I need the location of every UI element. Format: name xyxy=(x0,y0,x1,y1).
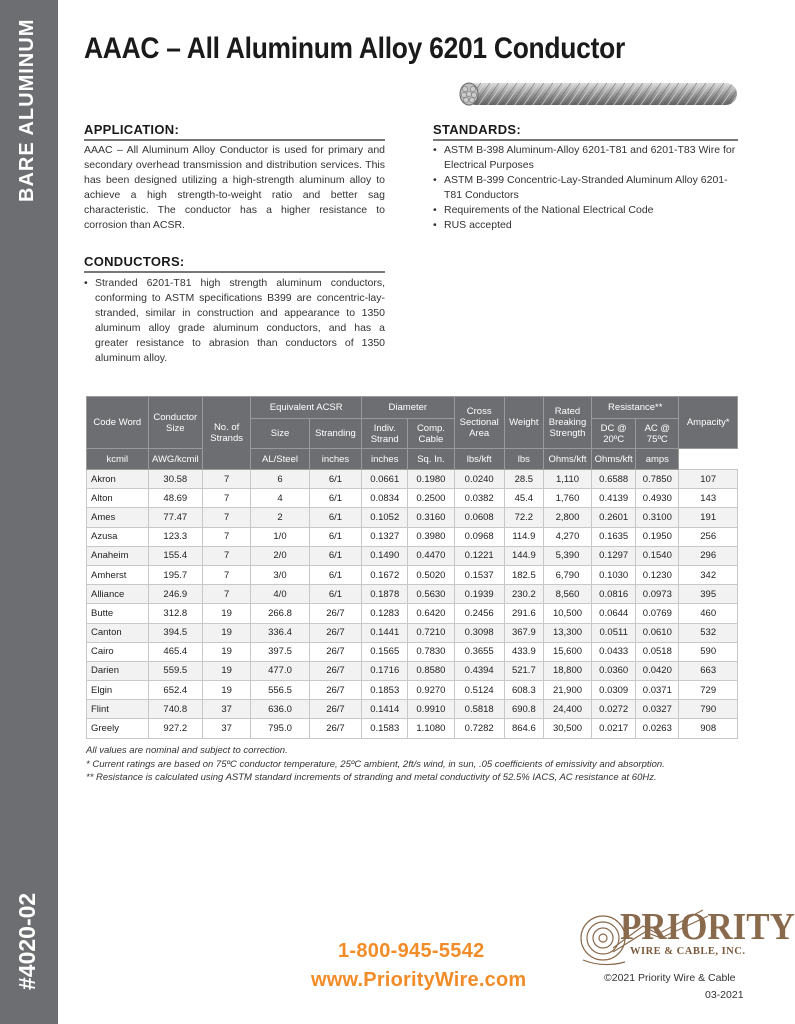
table-cell: 465.4 xyxy=(148,642,202,661)
spec-table xyxy=(86,396,738,739)
table-cell: 0.0360 xyxy=(592,661,636,680)
table-cell: 291.6 xyxy=(504,604,543,623)
table-cell: 0.5630 xyxy=(408,585,454,604)
table-cell: 2/0 xyxy=(251,546,310,565)
table-cell: 182.5 xyxy=(504,565,543,584)
header-rated-breaking: Rated Breaking Strength xyxy=(543,397,591,449)
table-cell: 0.5124 xyxy=(454,681,504,700)
code-word-cell: Elgin xyxy=(87,681,149,700)
table-cell: 77.47 xyxy=(148,508,202,527)
table-cell: 144.9 xyxy=(504,546,543,565)
table-cell: 19 xyxy=(203,642,251,661)
code-word-cell: Alliance xyxy=(87,585,149,604)
table-cell: 48.69 xyxy=(148,489,202,508)
table-cell: 6/1 xyxy=(309,565,361,584)
table-cell: 0.4394 xyxy=(454,661,504,680)
table-cell: 230.2 xyxy=(504,585,543,604)
table-cell: 7 xyxy=(203,508,251,527)
table-cell: 26/7 xyxy=(309,681,361,700)
code-word-cell: Ames xyxy=(87,508,149,527)
unit-cell: AL/Steel xyxy=(251,449,310,470)
table-cell: 336.4 xyxy=(251,623,310,642)
table-cell: 0.3160 xyxy=(408,508,454,527)
table-cell: 246.9 xyxy=(148,585,202,604)
table-cell: 26/7 xyxy=(309,604,361,623)
table-cell: 1,110 xyxy=(543,470,591,489)
unit-cell: kcmil xyxy=(87,449,149,470)
table-cell: 0.0769 xyxy=(636,604,679,623)
code-word-cell: Amherst xyxy=(87,565,149,584)
table-cell: 3/0 xyxy=(251,565,310,584)
table-cell: 0.0420 xyxy=(636,661,679,680)
code-word-cell: Alton xyxy=(87,489,149,508)
table-cell: 0.0973 xyxy=(636,585,679,604)
table-cell: 0.0382 xyxy=(454,489,504,508)
table-row xyxy=(87,700,738,719)
table-cell: 0.0309 xyxy=(592,681,636,700)
table-cell: 395 xyxy=(679,585,738,604)
unit-cell: Ohms/kft xyxy=(543,449,591,470)
table-cell: 1.1080 xyxy=(408,719,454,738)
unit-cell: Sq. In. xyxy=(408,449,454,470)
table-cell: 652.4 xyxy=(148,681,202,700)
table-cell: 0.6420 xyxy=(408,604,454,623)
header-strands: No. of Strands xyxy=(203,397,251,470)
footnote: All values are nominal and subject to correction. xyxy=(86,745,288,756)
table-cell: 0.5020 xyxy=(408,565,454,584)
table-cell: 72.2 xyxy=(504,508,543,527)
table-cell: 2 xyxy=(251,508,310,527)
table-cell: 26/7 xyxy=(309,719,361,738)
website-link[interactable]: www.PriorityWire.com xyxy=(311,969,527,991)
table-cell: 927.2 xyxy=(148,719,202,738)
table-row xyxy=(87,546,738,565)
table-cell: 0.2456 xyxy=(454,604,504,623)
table-cell: 6/1 xyxy=(309,489,361,508)
table-cell: 0.1230 xyxy=(636,565,679,584)
table-cell: 0.7830 xyxy=(408,642,454,661)
table-cell: 0.1221 xyxy=(454,546,504,565)
table-cell: 0.0511 xyxy=(592,623,636,642)
table-cell: 740.8 xyxy=(148,700,202,719)
table-cell: 0.0371 xyxy=(636,681,679,700)
table-cell: 8,560 xyxy=(543,585,591,604)
table-cell: 191 xyxy=(679,508,738,527)
table-cell: 312.8 xyxy=(148,604,202,623)
table-cell: 30,500 xyxy=(543,719,591,738)
table-cell: 0.9910 xyxy=(408,700,454,719)
table-cell: 521.7 xyxy=(504,661,543,680)
table-cell: 10,500 xyxy=(543,604,591,623)
conductors-divider xyxy=(84,271,385,273)
logo-subtitle: WIRE & CABLE, INC. xyxy=(630,946,746,957)
table-cell: 26/7 xyxy=(309,642,361,661)
table-cell: 0.1716 xyxy=(362,661,408,680)
table-cell: 4 xyxy=(251,489,310,508)
table-cell: 608.3 xyxy=(504,681,543,700)
table-cell: 590 xyxy=(679,642,738,661)
table-cell: 37 xyxy=(203,700,251,719)
table-cell: 460 xyxy=(679,604,738,623)
table-cell: 2,800 xyxy=(543,508,591,527)
standards-item: • Requirements of the National Electrical Code xyxy=(433,203,738,218)
standards-item: • ASTM B-398 Aluminum-Alloy 6201-T81 and 6201-T83 Wire for Electrical Purposes xyxy=(433,143,738,173)
logo-name: PRIORITY xyxy=(620,906,795,948)
doc-date: 03-2021 xyxy=(705,989,744,1001)
table-cell: 0.0433 xyxy=(592,642,636,661)
table-cell: 0.4930 xyxy=(636,489,679,508)
unit-cell: AWG/kcmil xyxy=(148,449,202,470)
table-cell: 21,900 xyxy=(543,681,591,700)
units-row xyxy=(87,449,738,470)
category-label: BARE ALUMINUM xyxy=(16,18,38,202)
table-cell: 26/7 xyxy=(309,623,361,642)
table-cell: 28.5 xyxy=(504,470,543,489)
header-comp-cable: Comp. Cable xyxy=(408,419,454,449)
table-cell: 397.5 xyxy=(251,642,310,661)
table-cell: 0.1414 xyxy=(362,700,408,719)
table-cell: 0.3980 xyxy=(408,527,454,546)
table-cell: 0.5818 xyxy=(454,700,504,719)
page-title: AAAC – All Aluminum Alloy 6201 Conductor xyxy=(84,32,625,65)
table-cell: 556.5 xyxy=(251,681,310,700)
standards-item: • RUS accepted xyxy=(433,218,738,233)
table-cell: 559.5 xyxy=(148,661,202,680)
table-cell: 6/1 xyxy=(309,470,361,489)
table-cell: 0.1283 xyxy=(362,604,408,623)
table-cell: 143 xyxy=(679,489,738,508)
table-cell: 0.1030 xyxy=(592,565,636,584)
table-cell: 7 xyxy=(203,527,251,546)
table-cell: 30.58 xyxy=(148,470,202,489)
unit-cell: amps xyxy=(636,449,679,470)
table-cell: 0.0217 xyxy=(592,719,636,738)
table-cell: 394.5 xyxy=(148,623,202,642)
table-body xyxy=(87,470,738,739)
table-cell: 13,300 xyxy=(543,623,591,642)
standards-list xyxy=(433,143,738,233)
header-cross-section: Cross Sectional Area xyxy=(454,397,504,449)
header-stranding: Stranding xyxy=(309,419,361,449)
code-word-cell: Anaheim xyxy=(87,546,149,565)
table-cell: 0.9270 xyxy=(408,681,454,700)
header-ampacity: Ampacity* xyxy=(679,397,738,449)
table-cell: 532 xyxy=(679,623,738,642)
table-cell: 256 xyxy=(679,527,738,546)
table-cell: 0.0968 xyxy=(454,527,504,546)
table-cell: 195.7 xyxy=(148,565,202,584)
table-cell: 0.6588 xyxy=(592,470,636,489)
application-text: AAAC – All Aluminum Alloy Conductor is used for primary and secondary overhead transmission and distribution services. This has been designed utilizing a high-strength aluminum alloy to achieve a high strength-to-weight ratio and better sag characteristic. The conductor has a higher resistance to corrosion than ACSR. xyxy=(84,144,385,231)
table-row xyxy=(87,527,738,546)
unit-cell: inches xyxy=(309,449,361,470)
table-cell: 0.0644 xyxy=(592,604,636,623)
table-cell: 6,790 xyxy=(543,565,591,584)
table-cell: 0.0263 xyxy=(636,719,679,738)
table-row xyxy=(87,489,738,508)
header-dc: DC @ 20ºC xyxy=(592,419,636,449)
table-cell: 1,760 xyxy=(543,489,591,508)
unit-cell: lbs xyxy=(504,449,543,470)
table-row xyxy=(87,719,738,738)
footnotes xyxy=(86,744,665,785)
header-weight: Weight xyxy=(504,397,543,449)
table-cell: 0.7850 xyxy=(636,470,679,489)
table-cell: 0.0608 xyxy=(454,508,504,527)
table-cell: 0.1297 xyxy=(592,546,636,565)
header-code-word: Code Word xyxy=(87,397,149,449)
table-cell: 663 xyxy=(679,661,738,680)
table-cell: 24,400 xyxy=(543,700,591,719)
table-cell: 1/0 xyxy=(251,527,310,546)
table-cell: 7 xyxy=(203,585,251,604)
table-cell: 0.1853 xyxy=(362,681,408,700)
standards-item: • ASTM B-399 Concentric-Lay-Stranded Aluminum Alloy 6201-T81 Conductors xyxy=(433,173,738,203)
table-cell: 0.0327 xyxy=(636,700,679,719)
application-heading: APPLICATION: xyxy=(84,122,180,137)
standards-divider xyxy=(433,139,738,141)
table-cell: 0.1980 xyxy=(408,470,454,489)
code-word-cell: Canton xyxy=(87,623,149,642)
table-cell: 433.9 xyxy=(504,642,543,661)
table-cell: 690.8 xyxy=(504,700,543,719)
table-cell: 123.3 xyxy=(148,527,202,546)
code-word-cell: Akron xyxy=(87,470,149,489)
table-cell: 729 xyxy=(679,681,738,700)
table-cell: 0.1583 xyxy=(362,719,408,738)
table-cell: 0.2601 xyxy=(592,508,636,527)
table-cell: 0.1950 xyxy=(636,527,679,546)
header-resistance: Resistance** xyxy=(592,397,679,419)
table-cell: 790 xyxy=(679,700,738,719)
code-word-cell: Flint xyxy=(87,700,149,719)
table-cell: 19 xyxy=(203,661,251,680)
table-cell: 0.1540 xyxy=(636,546,679,565)
header-diameter: Diameter xyxy=(362,397,454,419)
table-cell: 0.0610 xyxy=(636,623,679,642)
table-cell: 0.0240 xyxy=(454,470,504,489)
code-word-cell: Cairo xyxy=(87,642,149,661)
table-cell: 296 xyxy=(679,546,738,565)
table-cell: 7 xyxy=(203,546,251,565)
code-word-cell: Azusa xyxy=(87,527,149,546)
unit-cell: inches xyxy=(362,449,408,470)
table-cell: 0.0816 xyxy=(592,585,636,604)
table-cell: 0.1052 xyxy=(362,508,408,527)
table-cell: 477.0 xyxy=(251,661,310,680)
conductors-item: • Stranded 6201-T81 high strength aluminum conductors, conforming to ASTM specifications B399 are concentric-lay-stranded, similar in construction and appearance to 1350 aluminum alloy grade aluminum conductors, and has a greater resistance to abrasion than conductors of 1350 aluminum alloy. xyxy=(84,276,385,366)
table-cell: 0.8580 xyxy=(408,661,454,680)
table-cell: 45.4 xyxy=(504,489,543,508)
table-cell: 7 xyxy=(203,489,251,508)
conductors-list xyxy=(84,276,385,366)
table-cell: 0.1635 xyxy=(592,527,636,546)
table-cell: 0.7282 xyxy=(454,719,504,738)
table-cell: 7 xyxy=(203,565,251,584)
header-conductor-size: Conductor Size xyxy=(148,397,202,449)
table-cell: 0.3655 xyxy=(454,642,504,661)
table-cell: 6/1 xyxy=(309,527,361,546)
table-cell: 0.3098 xyxy=(454,623,504,642)
table-cell: 795.0 xyxy=(251,719,310,738)
table-row xyxy=(87,642,738,661)
table-cell: 18,800 xyxy=(543,661,591,680)
table-cell: 0.1537 xyxy=(454,565,504,584)
table-cell: 15,600 xyxy=(543,642,591,661)
table-cell: 0.1939 xyxy=(454,585,504,604)
table-cell: 636.0 xyxy=(251,700,310,719)
table-row xyxy=(87,585,738,604)
table-cell: 107 xyxy=(679,470,738,489)
table-cell: 4,270 xyxy=(543,527,591,546)
table-cell: 19 xyxy=(203,604,251,623)
table-cell: 4/0 xyxy=(251,585,310,604)
table-cell: 0.1441 xyxy=(362,623,408,642)
table-cell: 0.1490 xyxy=(362,546,408,565)
copyright: ©2021 Priority Wire & Cable xyxy=(604,972,736,984)
phone-number[interactable]: 1-800-945-5542 xyxy=(338,940,485,962)
standards-heading: STANDARDS: xyxy=(433,122,521,137)
code-word-cell: Darien xyxy=(87,661,149,680)
table-cell: 26/7 xyxy=(309,661,361,680)
header-ac: AC @ 75ºC xyxy=(636,419,679,449)
table-cell: 0.0518 xyxy=(636,642,679,661)
application-divider xyxy=(84,139,385,141)
header-indiv-strand: Indiv. Strand xyxy=(362,419,408,449)
table-cell: 19 xyxy=(203,623,251,642)
table-cell: 0.4139 xyxy=(592,489,636,508)
doc-number: #4020-02 xyxy=(14,892,40,990)
footnote: * Current ratings are based on 75ºC conductor temperature, 25ºC ambient, 2ft/s wind, in sun, .05 coefficients of emissivity and absorption. xyxy=(86,758,665,770)
header-equivalent-acsr: Equivalent ACSR xyxy=(251,397,362,419)
table-cell: 0.1565 xyxy=(362,642,408,661)
sidebar xyxy=(0,0,58,1024)
code-word-cell: Greely xyxy=(87,719,149,738)
table-row xyxy=(87,661,738,680)
table-cell: 0.3100 xyxy=(636,508,679,527)
table-cell: 6 xyxy=(251,470,310,489)
table-cell: 0.0272 xyxy=(592,700,636,719)
table-cell: 266.8 xyxy=(251,604,310,623)
conductors-heading: CONDUCTORS: xyxy=(84,254,185,269)
table-row xyxy=(87,470,738,489)
code-word-cell: Butte xyxy=(87,604,149,623)
table-cell: 0.7210 xyxy=(408,623,454,642)
table-cell: 0.0834 xyxy=(362,489,408,508)
table-row xyxy=(87,508,738,527)
table-cell: 7 xyxy=(203,470,251,489)
table-cell: 37 xyxy=(203,719,251,738)
table-row xyxy=(87,565,738,584)
footnote: ** Resistance is calculated using ASTM standard increments of stranding and metal conductivity of 52.5% IACS, AC resistance at 60Hz. xyxy=(86,772,657,783)
table-cell: 0.1327 xyxy=(362,527,408,546)
table-row xyxy=(87,623,738,642)
table-cell: 0.1672 xyxy=(362,565,408,584)
table-cell: 114.9 xyxy=(504,527,543,546)
header-size: Size xyxy=(251,419,310,449)
table-cell: 342 xyxy=(679,565,738,584)
cable-illustration xyxy=(455,81,740,107)
table-cell: 0.2500 xyxy=(408,489,454,508)
table-cell: 864.6 xyxy=(504,719,543,738)
table-cell: 155.4 xyxy=(148,546,202,565)
table-cell: 367.9 xyxy=(504,623,543,642)
table-cell: 6/1 xyxy=(309,546,361,565)
table-row xyxy=(87,604,738,623)
table-row xyxy=(87,681,738,700)
table-cell: 6/1 xyxy=(309,508,361,527)
table-cell: 0.0661 xyxy=(362,470,408,489)
table-cell: 0.4470 xyxy=(408,546,454,565)
table-cell: 6/1 xyxy=(309,585,361,604)
table-cell: 908 xyxy=(679,719,738,738)
table-cell: 26/7 xyxy=(309,700,361,719)
table-cell: 0.1878 xyxy=(362,585,408,604)
unit-cell: Ohms/kft xyxy=(592,449,636,470)
table-cell: 5,390 xyxy=(543,546,591,565)
unit-cell: lbs/kft xyxy=(454,449,504,470)
table-cell: 19 xyxy=(203,681,251,700)
